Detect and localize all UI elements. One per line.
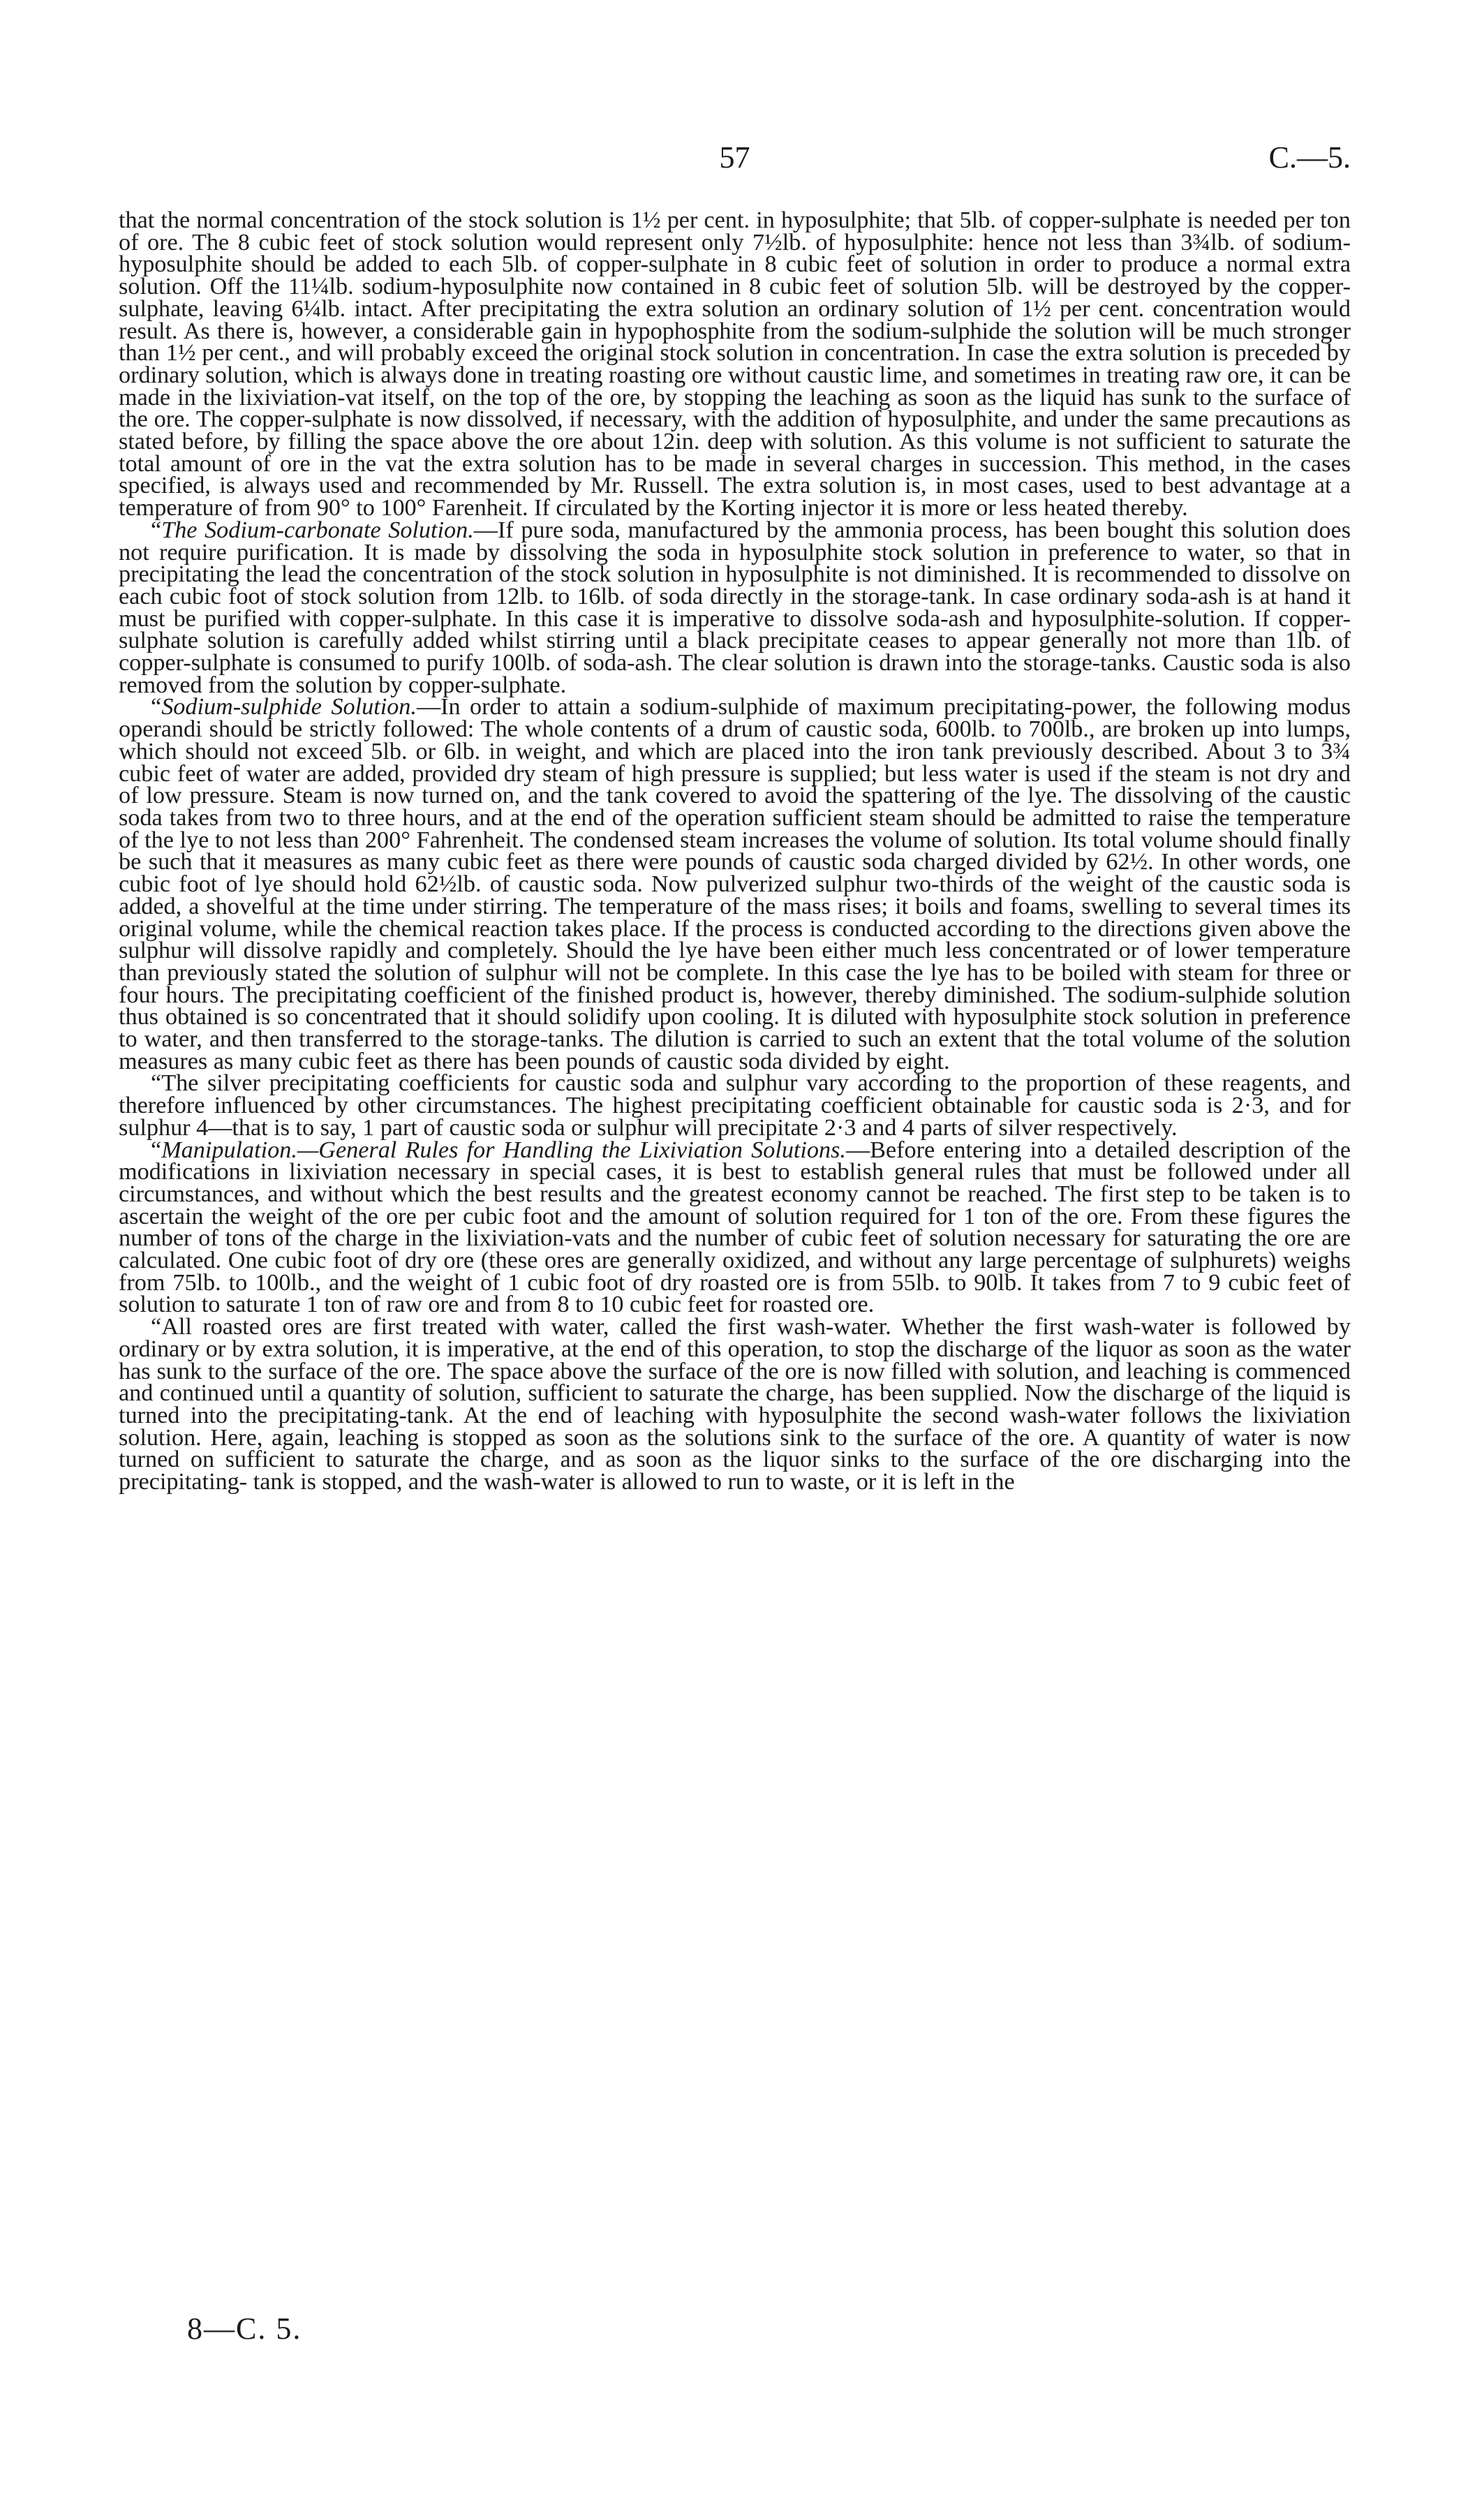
paragraph-5-quote: “ <box>151 1137 162 1163</box>
paragraph-4 <box>119 1072 1351 1139</box>
paragraph-6 <box>119 1316 1351 1493</box>
paragraph-2 <box>119 519 1351 697</box>
page-header <box>119 140 1351 182</box>
paragraph-4-text: The silver precipitating coefficients for caustic soda and sulphur vary according to the proportion of these reagents, and therefore influenced by other circumstances. The highest precipitating coefficient obtainable for caustic soda is 2·3, and for sulphur 4—that is to say, 1 part of caustic soda or sulphur will precipitate 2·3 and 4 parts of silver respectively. <box>119 1070 1351 1141</box>
paragraph-3-quote: “ <box>151 694 162 720</box>
paragraph-5-title: Manipulation.—General Rules for Handling the Lixiviation Solutions. <box>161 1137 846 1163</box>
paragraph-2-title: The Sodium-carbonate Solution. <box>161 517 474 543</box>
page-reference: C.—5. <box>1268 140 1351 175</box>
paragraph-1 <box>119 207 1351 522</box>
paragraph-3-title: Sodium-sulphide Solution. <box>161 694 417 720</box>
paragraph-1-text: that the normal concentration of the stock solution is 1½ per cent. in hyposulphite; that 5lb. of copper-sulphate is needed per ton of ore. The 8 cubic feet of stock solution would represent only 7½lb. of hyposulphite: hence not less than 3¾lb. of sodium-hyposulphite should be added to each 5lb. of copper-sulphate in 8 cubic feet of solution in order to produce a normal extra solution. Off the 11¼lb. sodium-hyposulphite now contained in 8 cubic feet of solution 5lb. will be destroyed by the copper-sulphate, leaving 6¼lb. intact. After precipitating the extra solution an ordinary solution of 1½ per cent. concentration would result. As there is, however, a considerable gain in hypophosphite from the sodium-sulphide the solution will be much stronger than 1½ per cent., and will probably exceed the original stock solution in concentration. In case the extra solution is preceded by ordinary solution, which is always done in treating roasting ore without caustic lime, and sometimes in treating raw ore, it can be made in the lixiviation-vat itself, on the top of the ore, by stopping the leaching as soon as the liquid has sunk to the surface of the ore. The copper-sulphate is now dissolved, if necessary, with the addition of hyposulphite, and under the same precautions as stated before, by filling the space above the ore about 12in. deep with solution. As this volume is not sufficient to saturate the total amount of ore in the vat the extra solution has to be made in several charges in succession. This method, in the cases specified, is always used and recommended by Mr. Russell. The extra solution is, in most cases, used to best advantage at a temperature of from 90° to 100° Farenheit. If circulated by the Korting injector it is more or less heated thereby. <box>119 207 1351 522</box>
paragraph-6-text: All roasted ores are first treated with water, called the first wash-water. Whether the first wash-water is followed by ordinary or by extra solution, it is imperative, at the end of this operation, to stop the discharge of the liquor as soon as the water has sunk to the surface of the ore. The space above the surface of the ore is now filled with solution, and leaching is commenced and continued until a quantity of solution, sufficient to saturate the charge, has been supplied. Now the discharge of the liquid is turned into the precipitating-tank. At the end of leaching with hyposulphite the second wash-water follows the lixiviation solution. Here, again, leaching is stopped as soon as the solutions sink to the surface of the ore. A quantity of water is now turned on sufficient to saturate the charge, and as soon as the liquor sinks to the surface of the ore discharging into the precipitating- tank is stopped, and the wash-water is allowed to run to waste, or it is left in the <box>119 1314 1351 1495</box>
paragraph-3-text: —In order to attain a sodium-sulphide of maximum precipitating-power, the following modus operandi should be strictly followed: The whole contents of a drum of caustic soda, 600lb. to 700lb., are broken up into lumps, which should not exceed 5lb. or 6lb. in weight, and which are placed into the iron tank previously described. About 3 to 3¾ cubic feet of water are added, provided dry steam of high pressure is supplied; but less water is used if the steam is not dry and of low pressure. Steam is now turned on, and the tank covered to avoid the spattering of the lye. The dissolving of the caustic soda takes from two to three hours, and at the end of the operation sufficient steam should be admitted to raise the temperature of the lye to not less than 200° Fahrenheit. The condensed steam increases the volume of solution. Its total volume should finally be such that it measures as many cubic feet as there were pounds of caustic soda charged divided by 62½. In other words, one cubic foot of lye should hold 62½lb. of caustic soda. Now pulverized sulphur two-thirds of the weight of the caustic soda is added, a shovelful at the time under stirring. The temperature of the mass rises; it boils and foams, swelling to several times its original volume, while the chemical reaction takes place. If the process is conducted according to the directions given above the sulphur will dissolve rapidly and completely. Should the lye have been either much less concentrated or of lower temperature than previously stated the solution of sulphur will not be complete. In this case the lye has to be boiled with steam for three or four hours. The precipitating coefficient of the finished product is, however, thereby diminished. The sodium-sulphide solution thus obtained is so concentrated that it should solidify upon cooling. It is diluted with hyposulphite stock solution in preference to water, and then transferred to the storage-tanks. The dilution is carried to such an extent that the total volume of the solution measures as many cubic feet as there has been pounds of caustic soda divided by eight. <box>119 694 1351 1074</box>
body-text <box>119 209 1351 1493</box>
paragraph-2-text: —If pure soda, manufactured by the ammonia process, has been bought this solution does not require purification. It is made by dissolving the soda in hyposulphite stock solution in preference to water, so that in precipitating the lead the concentration of the stock solution in hyposulphite is not diminished. It is recommended to dissolve on each cubic foot of stock solution from 12lb. to 16lb. of soda directly in the storage-tank. In case ordinary soda-ash is at hand it must be purified with copper-sulphate. In this case it is imperative to dissolve soda-ash and hyposulphite-solution. If copper-sulphate solution is carefully added whilst stirring until a black precipitate ceases to appear generally not more than 1lb. of copper-sulphate is consumed to purify 100lb. of soda-ash. The clear solution is drawn into the storage-tanks. Caustic soda is also removed from the solution by copper-sulphate. <box>119 517 1351 698</box>
paragraph-3 <box>119 696 1351 1072</box>
paragraph-4-quote: “ <box>151 1070 162 1097</box>
page-number: 57 <box>719 140 750 175</box>
paragraph-5 <box>119 1139 1351 1317</box>
paragraph-2-quote: “ <box>151 517 162 543</box>
page-signature: 8—C. 5. <box>187 2312 302 2346</box>
paragraph-6-quote: “ <box>151 1314 162 1340</box>
paragraph-5-text: —Before entering into a detailed description of the modifications in lixiviation necessary in special cases, it is best to establish general rules that must be followed under all circumstances, and without which the best results and the greatest economy cannot be reached. The first step to be taken is to ascertain the weight of the ore per cubic foot and the amount of solution required for 1 ton of the ore. From these figures the number of tons of the charge in the lixiviation-vats and the number of cubic feet of solution necessary for saturating the ore are calculated. One cubic foot of dry ore (these ores are generally oxidized, and without any large percentage of sulphurets) weighs from 75lb. to 100lb., and the weight of 1 cubic foot of dry roasted ore is from 55lb. to 90lb. It takes from 7 to 9 cubic feet of solution to saturate 1 ton of raw ore and from 8 to 10 cubic feet for roasted ore. <box>119 1137 1351 1318</box>
